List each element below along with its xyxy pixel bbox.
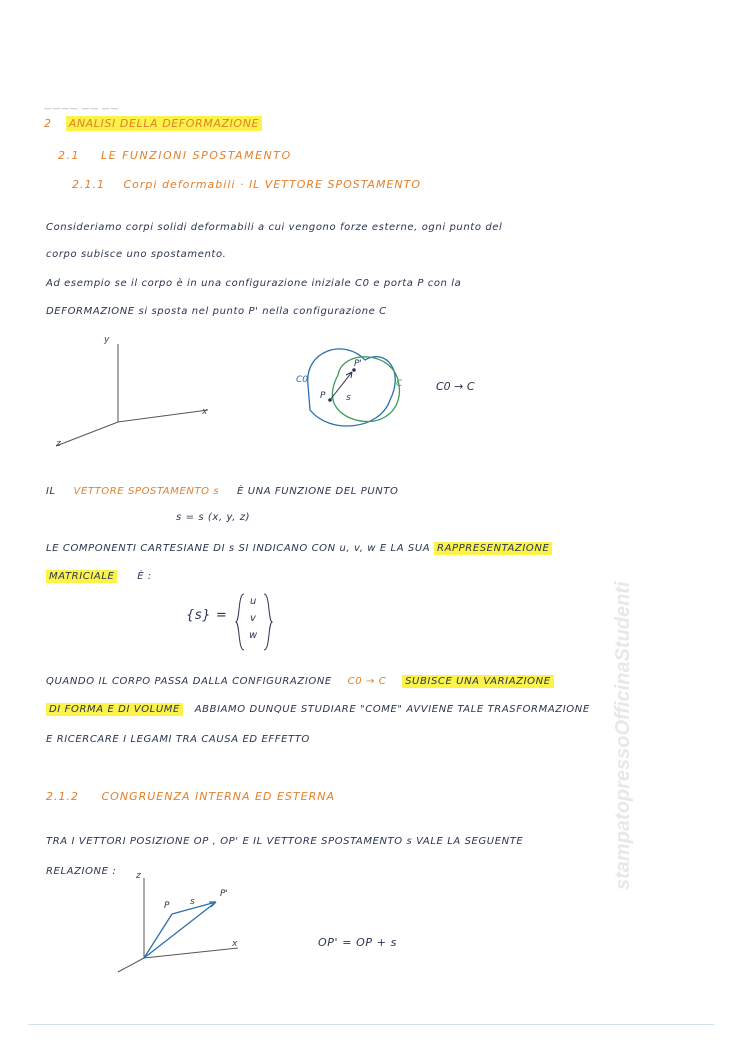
page-bottom-line (28, 1024, 714, 1025)
section-2-1-2-number: 2.1.2 (46, 790, 79, 803)
axes-diagram-1 (40, 330, 230, 460)
c0-label: C0 (296, 375, 309, 385)
paragraph-1-line-1: Consideriamo corpi solidi deformabili a cui vengono forze esterne, ogni punto del (46, 222, 503, 233)
paragraph-4-line-1 (46, 543, 552, 554)
paragraph-5-line-2-text: ABBIAMO DUNQUE STUDIARE "COME" AVVIENE TALE TRASFORMAZIONE (194, 704, 590, 715)
matrix-w: w (249, 630, 258, 641)
paragraph-1-line-2: corpo subisce uno spostamento. (46, 249, 227, 260)
paragraph-6-line-2: RELAZIONE : (46, 866, 117, 877)
x-axis-label-2: x (232, 939, 238, 949)
formula-s-function: s = s (x, y, z) (176, 512, 251, 523)
vector-op-prime (144, 902, 216, 958)
subsection-title (58, 149, 292, 162)
matrix-v: v (250, 613, 257, 624)
deformed-configuration-c (332, 357, 399, 422)
paragraph-5-highlight-2: DI FORMA E DI VOLUME (46, 703, 183, 716)
c0-to-c-text: C0 → C (436, 380, 475, 393)
subsection-number: 2.1 (58, 149, 80, 162)
matrix-u: u (250, 596, 257, 607)
paragraph-5-line-1 (46, 676, 554, 687)
paragraph-4-highlight-2: MATRICIALE (46, 570, 117, 583)
paragraph-3-end: È UNA FUNZIONE DEL PUNTO (237, 486, 399, 497)
paragraph-5-highlight-1: SUBISCE UNA VARIAZIONE (402, 675, 554, 688)
paragraph-4-highlight-1: RAPPRESENTAZIONE (434, 542, 552, 555)
paragraph-5-orange: C0 → C (347, 676, 387, 687)
paragraph-3-start: IL (46, 486, 56, 497)
subsubsection-title-text: Corpi deformabili · IL VETTORE SPOSTAMENTO (123, 178, 422, 191)
p-label: P (320, 391, 326, 401)
subsubsection-title (72, 178, 421, 191)
left-brace (236, 594, 244, 650)
vector-op (144, 914, 172, 958)
formula-op-relation: OP' = OP + s (318, 936, 397, 949)
z-axis-label: z (56, 439, 61, 449)
x-axis-line (118, 410, 208, 422)
c-label: C (396, 379, 403, 389)
right-brace (264, 594, 272, 650)
p-prime-label-2: P' (220, 889, 228, 899)
section-number: 2 (44, 117, 52, 130)
paragraph-4-line-2 (46, 571, 152, 582)
section-title (44, 117, 262, 130)
paragraph-3 (46, 486, 399, 497)
paragraph-6-line-1: TRA I VETTORI POSIZIONE OP , OP' E IL VETTORE SPOSTAMENTO s VALE LA SEGUENTE (46, 836, 524, 847)
paragraph-5-line-3: E RICERCARE I LEGAMI TRA CAUSA ED EFFETTO (46, 734, 310, 745)
matrix-lhs: {s} = (186, 608, 228, 623)
y-axis-label: y (104, 335, 110, 345)
section-title-text: ANALISI DELLA DEFORMAZIONE (66, 116, 262, 131)
displacement-arrowhead (346, 372, 352, 378)
vector-relation-diagram (110, 868, 260, 978)
watermark: stampatopressoOfficinaStudenti (612, 581, 634, 890)
paragraph-5-line-2 (46, 704, 590, 715)
z-axis-label-2: z (136, 871, 141, 881)
paragraph-4-line-1-text: LE COMPONENTI CARTESIANE DI s SI INDICANO CON u, v, w E LA SUA (46, 543, 431, 554)
x-axis-label: x (202, 407, 208, 417)
section-2-1-2-title-text: CONGRUENZA INTERNA ED ESTERNA (101, 790, 335, 803)
subsubsection-number: 2.1.1 (72, 178, 105, 191)
z-axis-line (56, 422, 118, 446)
configuration-diagram (290, 330, 510, 440)
paragraph-2-line-1: Ad esempio se il corpo è in una configurazione iniziale C0 e porta P con la (46, 278, 462, 289)
x-axis-line-2 (144, 948, 238, 958)
subsection-title-text: LE FUNZIONI SPOSTAMENTO (101, 149, 292, 162)
paragraph-5-line-1-text: QUANDO IL CORPO PASSA DALLA CONFIGURAZIONE (46, 676, 332, 687)
p-label-2: P (164, 901, 170, 911)
s-label: s (346, 393, 351, 403)
paragraph-2-line-2: DEFORMAZIONE si sposta nel punto P' nella configurazione C (46, 306, 387, 317)
header-tiny-text: ———— —— —— (44, 104, 120, 113)
paragraph-3-orange: VETTORE SPOSTAMENTO s (73, 486, 220, 497)
section-2-1-2-title (46, 790, 335, 803)
p-prime-label: P' (354, 359, 362, 369)
s-label-2: s (190, 897, 195, 907)
y-axis-line-2 (118, 958, 144, 972)
paragraph-4-line-2-text: È : (137, 571, 152, 582)
